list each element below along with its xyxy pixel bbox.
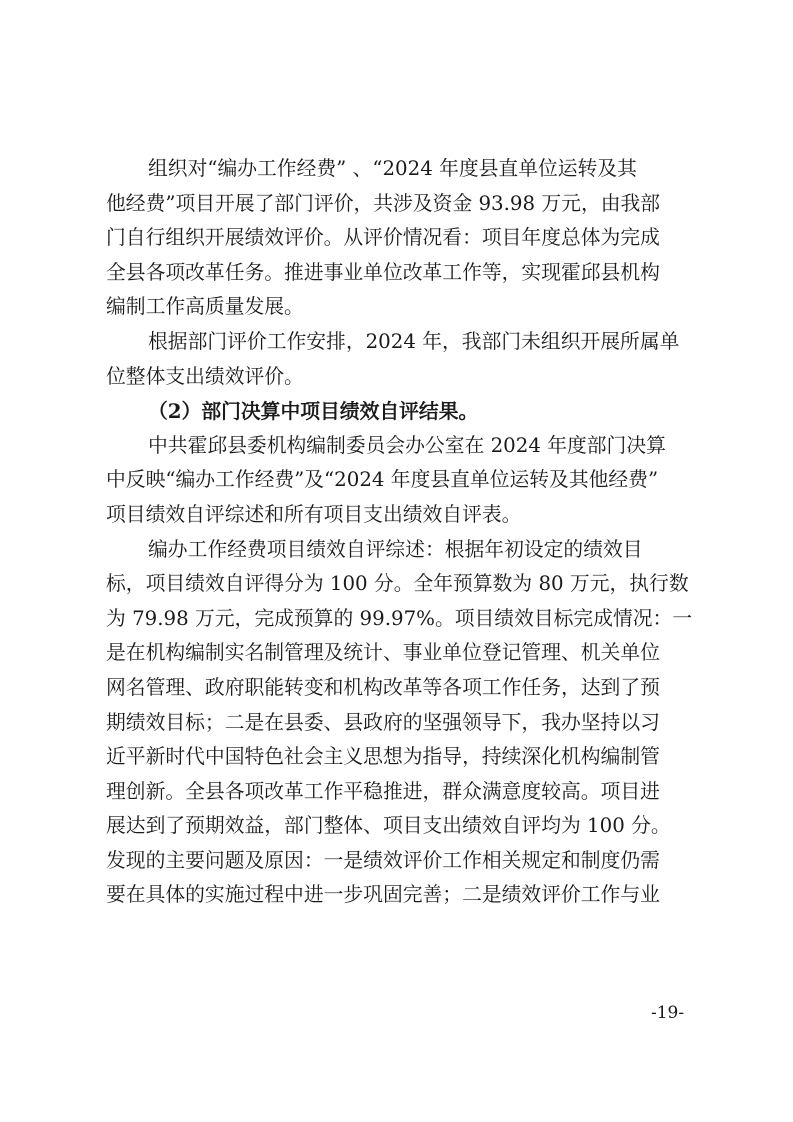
- paragraph-line: 组织对“编办工作经费” 、“2024 年度县直单位运转及其: [148, 157, 637, 180]
- paragraph-line: 理创新。全县各项改革工作平稳推进，群众满意度较高。项目进: [106, 779, 660, 803]
- body-text: [106, 152, 696, 913]
- paragraph-line: 编办工作经费项目绩效自评综述：根据年初设定的绩效目: [148, 537, 643, 561]
- paragraph-line: 是在机构编制实名制管理及统计、事业单位登记管理、机关单位: [106, 641, 660, 665]
- paragraph-line: 要在具体的实施过程中进一步巩固完善；二是绩效评价工作与业: [106, 883, 660, 907]
- paragraph-line: 为 79.98 万元，完成预算的 99.97%。项目绩效目标完成情况：一: [106, 606, 693, 630]
- paragraph-line: 发现的主要问题及原因：一是绩效评价工作相关规定和制度仍需: [106, 848, 660, 872]
- section-heading: （2）部门决算中项目绩效自评结果。: [148, 399, 479, 424]
- paragraph-line: 全县各项改革任务。推进事业单位改革工作等，实现霍邱县机构: [106, 260, 660, 284]
- paragraph-line: 门自行组织开展绩效评价。从评价情况看：项目年度总体为完成: [106, 226, 660, 250]
- paragraph-line: 根据部门评价工作安排，2024 年，我部门未组织开展所属单: [148, 329, 680, 353]
- paragraph-line: 标，项目绩效自评得分为 100 分。全年预算数为 80 万元，执行数: [106, 572, 689, 596]
- paragraph-line: 中共霍邱县委机构编制委员会办公室在 2024 年度部门决算: [148, 433, 666, 457]
- paragraph-line: 项目绩效自评综述和所有项目支出绩效自评表。: [106, 502, 522, 526]
- paragraph-line: 位整体支出绩效评价。: [106, 364, 304, 388]
- paragraph-line: 中反映“编办工作经费”及“2024 年度县直单位运转及其他经费”: [106, 468, 659, 492]
- paragraph-line: 近平新时代中国特色社会主义思想为指导，持续深化机构编制管: [106, 745, 660, 769]
- paragraph-line: 他经费”项目开展了部门评价，共涉及资金 93.98 万元，由我部: [106, 191, 661, 215]
- paragraph-line: 网名管理、政府职能转变和机构改革等各项工作任务，达到了预: [106, 675, 660, 699]
- paragraph-line: 编制工作高质量发展。: [106, 295, 304, 319]
- paragraph-line: 期绩效目标；二是在县委、县政府的坚强领导下，我办坚持以习: [106, 710, 660, 734]
- page-number: -19-: [651, 1003, 685, 1023]
- paragraph-line: 展达到了预期效益，部门整体、项目支出绩效自评均为 100 分。: [106, 814, 671, 838]
